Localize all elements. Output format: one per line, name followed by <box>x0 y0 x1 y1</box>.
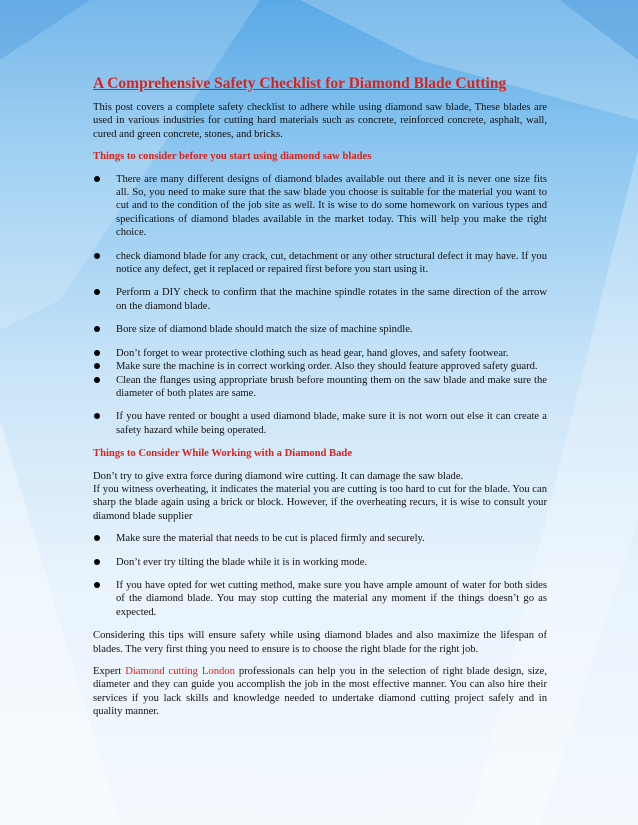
page-title: A Comprehensive Safety Checklist for Diamond Blade Cutting <box>93 75 507 92</box>
list-item: Don’t ever try tilting the blade while it is in working mode. <box>93 556 547 569</box>
closing-paragraph: Expert Diamond cutting London professionals can help you in the selection of right blade design, size, diameter and they can guide you accomplish the job in the most effective manner. You can also hire their services if you lack skills and knowledge needed to undertake diamond cutting project safely and in quality manner. <box>93 666 547 718</box>
bullet-icon <box>94 289 100 295</box>
list-item: Perform a DIY check to confirm that the machine spindle rotates in the same direction of the arrow on the diamond blade. <box>93 286 547 313</box>
conclusion-paragraph: Considering this tips will ensure safety while using diamond blades and also maximize the lifespan of blades. The very first thing you need to ensure is to choose the right blade for the right job. <box>93 630 547 655</box>
list-item: Don’t forget to wear protective clothing such as head gear, hand gloves, and safety footwear. <box>93 347 547 360</box>
list-item: If you have rented or bought a used diamond blade, make sure it is not worn out else it can create a safety hazard while being operated. <box>93 410 547 437</box>
bullet-icon <box>94 176 100 182</box>
bullet-icon <box>94 413 100 419</box>
section-heading-before: Things to consider before you start using diamond saw blades <box>93 151 372 163</box>
bullet-icon <box>94 535 100 541</box>
list-item: There are many different designs of diamond blades available out there and it is never one size fits all. So, you need to make sure that the saw blade you choose is suitable for the material you want to cut and to the condition of the job site as well. It is wise to do some homework on various types and specifications of diamond blades available in the market today. This will help you make the right choice. <box>93 173 547 240</box>
bullet-icon <box>94 377 100 383</box>
bullet-icon <box>94 363 100 369</box>
section-heading-working: Things to Consider While Working with a Diamond Bade <box>93 448 353 460</box>
diamond-cutting-london-link[interactable]: Diamond cutting London <box>125 666 235 677</box>
working-paragraph-1: Don’t try to give extra force during diamond wire cutting. It can damage the saw blade. <box>93 470 464 482</box>
list-item: check diamond blade for any crack, cut, detachment or any other structural defect it may have. If you notice any defect, get it replaced or repaired first before you start using it. <box>93 250 547 277</box>
bullet-icon <box>94 253 100 259</box>
list-item: Make sure the machine is in correct working order. Also they should feature approved safety guard. <box>93 360 547 373</box>
list-item: Clean the flanges using appropriate brush before mounting them on the saw blade and make sure the diameter of both plates are same. <box>93 374 547 401</box>
bullet-icon <box>94 326 100 332</box>
checklist-working <box>93 532 547 619</box>
list-item: If you have opted for wet cutting method, make sure you have ample amount of water for both sides of the diamond blade. You may stop cutting the material any moment if the things doesn’t go as expected. <box>93 579 547 619</box>
bullet-icon <box>94 582 100 588</box>
list-item: Bore size of diamond blade should match the size of machine spindle. <box>93 323 547 336</box>
document-body <box>93 74 547 719</box>
working-paragraph-2: If you witness overheating, it indicates the material you are cutting is too hard to cut for the blade. You can sharp the blade again using a brick or block. However, if the overheating recurs, it is wise to consult your diamond blade supplier <box>93 483 547 522</box>
bullet-icon <box>94 559 100 565</box>
list-item: Make sure the material that needs to be cut is placed firmly and securely. <box>93 532 547 545</box>
intro-paragraph: This post covers a complete safety checklist to adhere while using diamond saw blade, These blades are used in various industries for cutting hard materials such as concrete, reinforced concrete, asphalt, wall, cured and green concrete, stones, and bricks. <box>93 102 547 140</box>
checklist-before <box>93 173 547 438</box>
bullet-icon <box>94 350 100 356</box>
